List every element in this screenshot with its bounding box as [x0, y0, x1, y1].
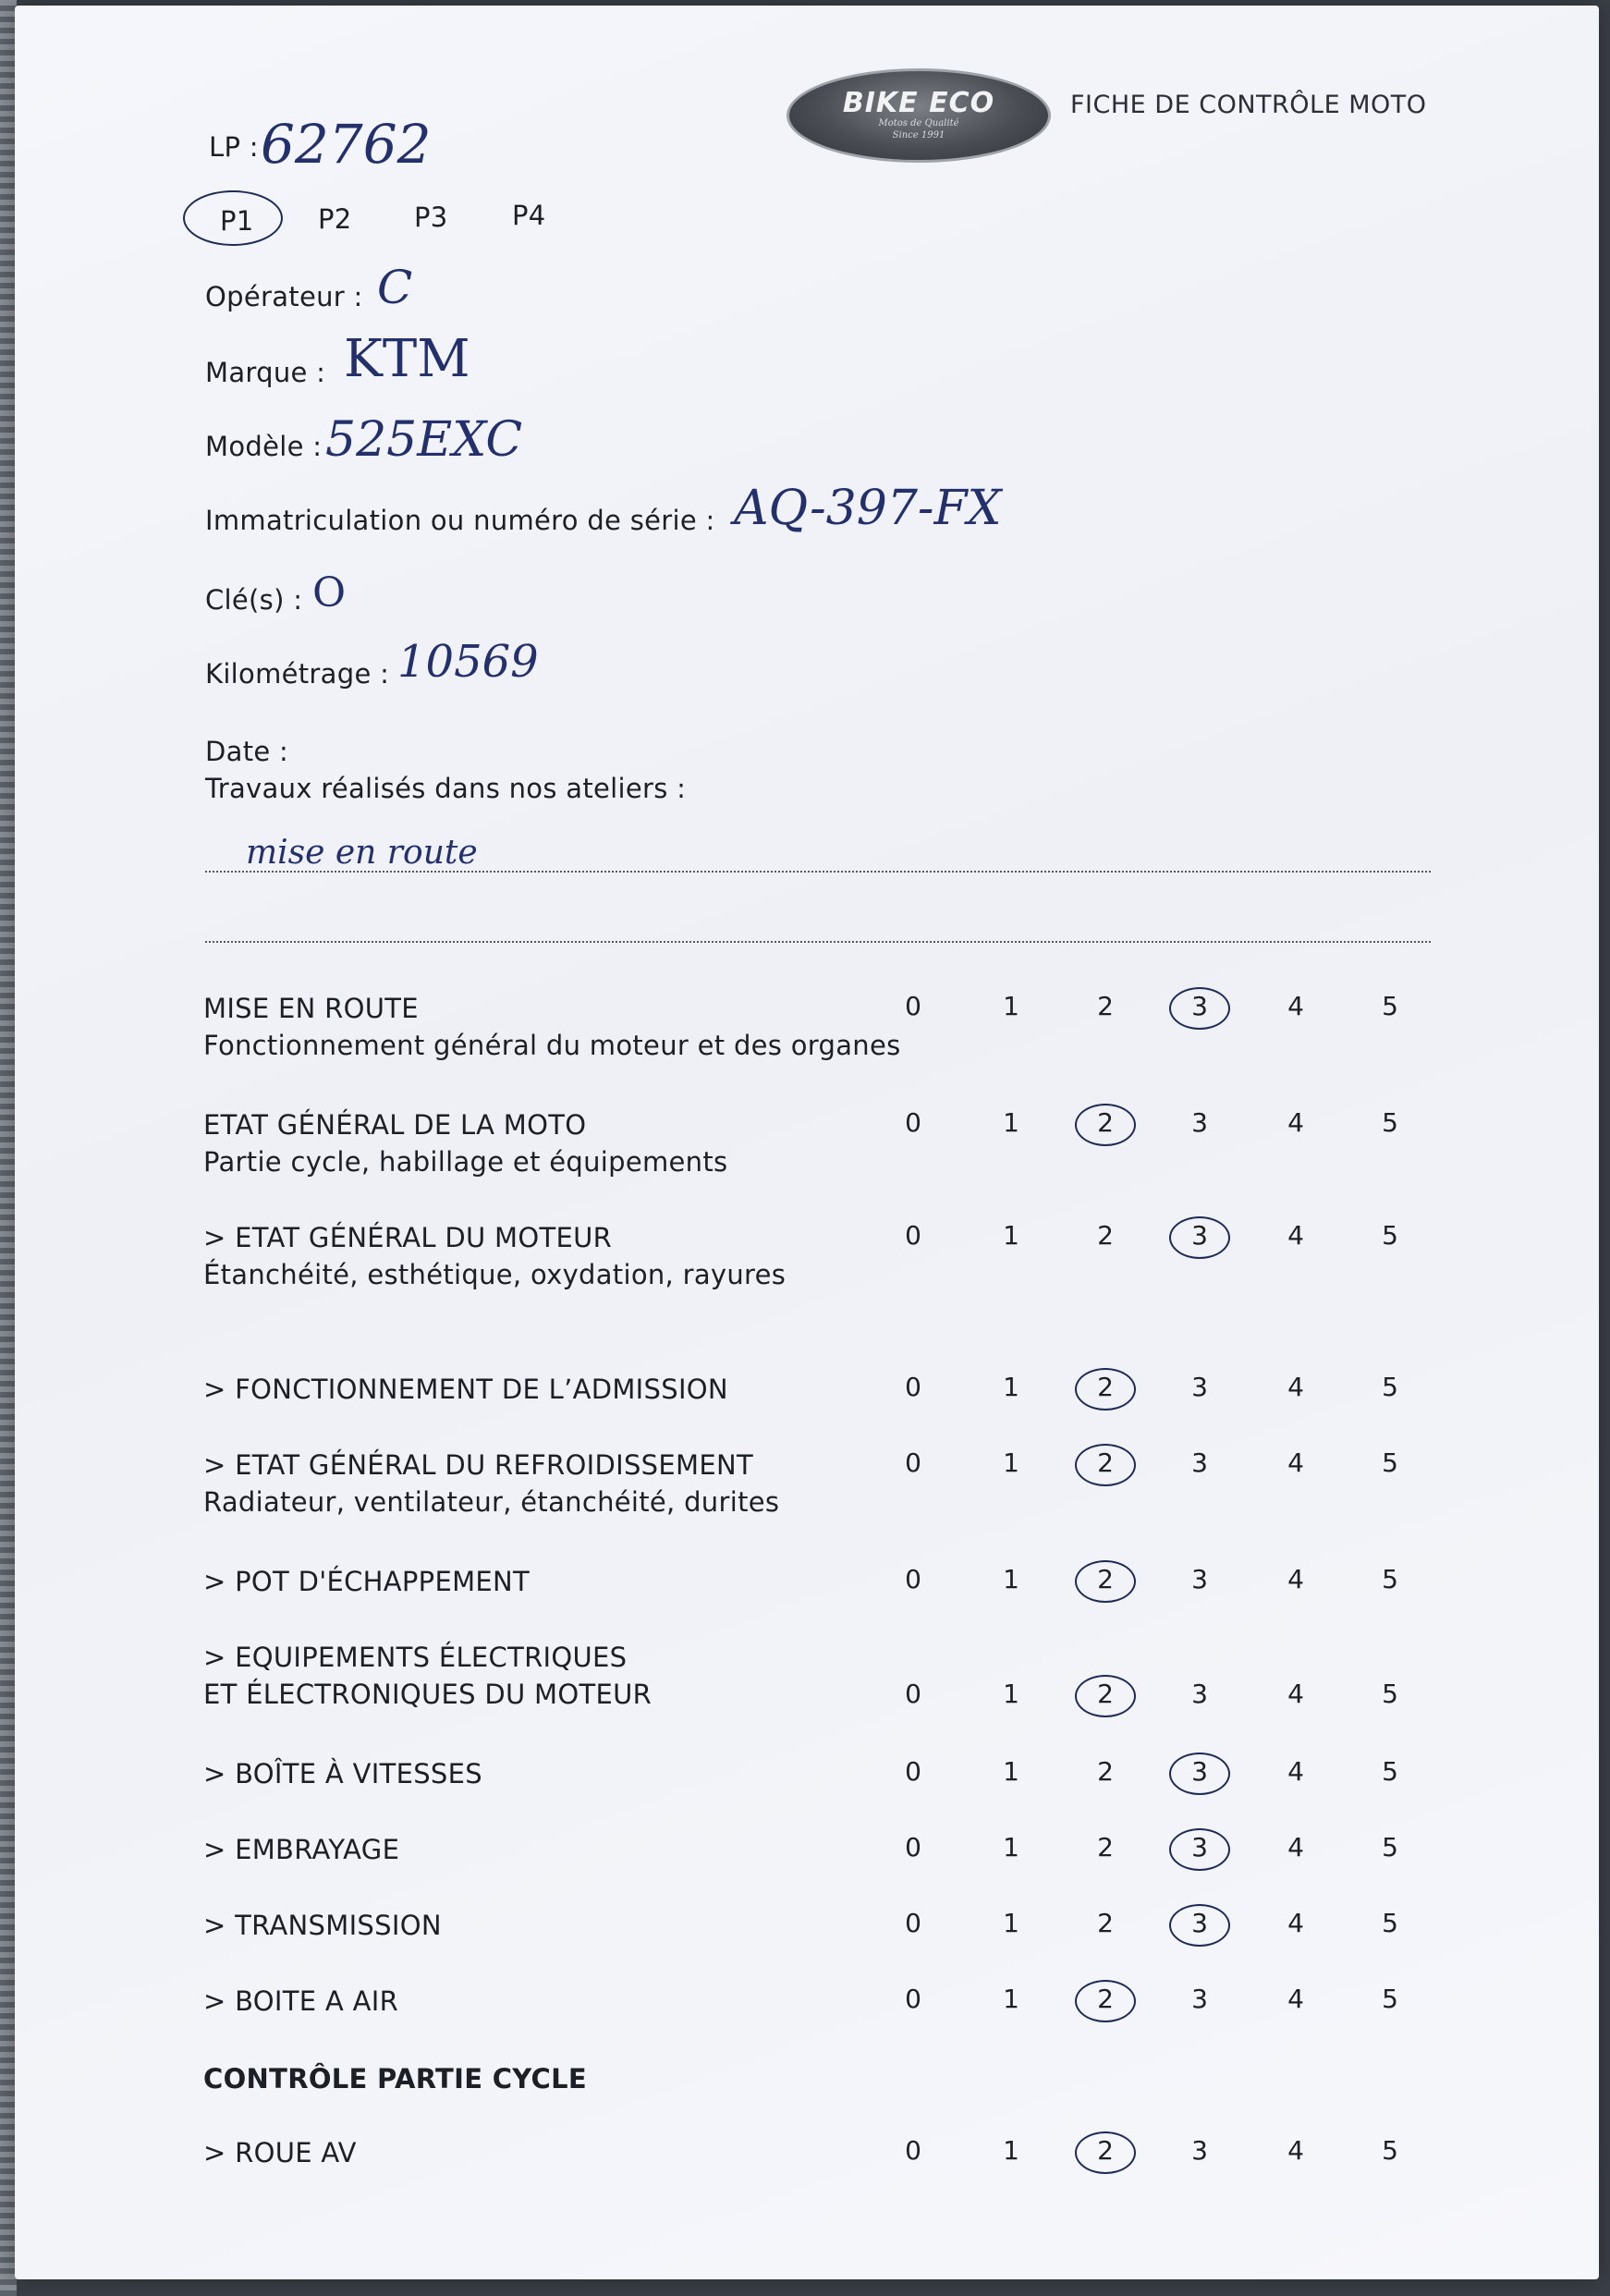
- score-option-1[interactable]: 1: [1003, 1447, 1019, 1478]
- operateur-label: Opérateur :: [205, 281, 363, 312]
- modele-value[interactable]: 525EXC: [325, 412, 523, 468]
- score-option-1[interactable]: 1: [1003, 1984, 1019, 2014]
- score-option-5[interactable]: 5: [1382, 1832, 1398, 1862]
- lp-value[interactable]: 62762: [261, 113, 432, 176]
- check-subtitle: Partie cycle, habillage et équipements: [203, 1146, 728, 1178]
- score-value: 2: [1097, 1679, 1114, 1709]
- selected-score-circle: [1075, 1444, 1136, 1486]
- score-option-0[interactable]: 0: [905, 1679, 921, 1709]
- check-subtitle: ET ÉLECTRONIQUES DU MOTEUR: [203, 1679, 653, 1710]
- score-value: 2: [1097, 1984, 1114, 2014]
- check-subtitle: Étanchéité, esthétique, oxydation, rayures: [203, 1259, 787, 1290]
- score-option-5[interactable]: 5: [1382, 1447, 1398, 1478]
- score-option-2[interactable]: [1087, 1679, 1124, 1709]
- position-p1[interactable]: P1: [220, 205, 254, 237]
- score-option-1[interactable]: 1: [1003, 1756, 1019, 1787]
- selected-score-circle: [1075, 1980, 1136, 2022]
- check-title: > EQUIPEMENTS ÉLECTRIQUES: [203, 1642, 628, 1673]
- score-option-3[interactable]: [1181, 1908, 1218, 1938]
- score-option-5[interactable]: 5: [1382, 1107, 1398, 1138]
- check-title: > FONCTIONNEMENT DE L’ADMISSION: [203, 1374, 728, 1405]
- score-option-0[interactable]: 0: [905, 1372, 921, 1402]
- score-option-3[interactable]: [1181, 1756, 1218, 1787]
- score-option-4[interactable]: 4: [1287, 1984, 1304, 2014]
- selected-score-circle: [1169, 987, 1230, 1030]
- score-option-5[interactable]: 5: [1382, 1220, 1398, 1251]
- score-option-1[interactable]: 1: [1003, 1220, 1019, 1251]
- selected-score-circle: [1075, 1560, 1136, 1603]
- logo-subtitle: Motos de Qualité: [878, 118, 959, 128]
- score-option-1[interactable]: 1: [1003, 1679, 1019, 1709]
- score-option-4[interactable]: 4: [1287, 991, 1304, 1021]
- check-title: > ETAT GÉNÉRAL DU MOTEUR: [203, 1222, 613, 1253]
- score-option-2[interactable]: [1087, 1372, 1124, 1402]
- selected-score-circle: [1169, 1904, 1230, 1947]
- score-option-5[interactable]: 5: [1382, 1372, 1398, 1402]
- check-title: > ROUE AV: [203, 2137, 357, 2168]
- kilometrage-value[interactable]: 10569: [397, 636, 539, 688]
- score-option-5[interactable]: 5: [1382, 1984, 1398, 2014]
- score-value: 2: [1097, 1107, 1114, 1138]
- cles-label: Clé(s) :: [205, 584, 303, 616]
- check-title: > ETAT GÉNÉRAL DU REFROIDISSEMENT: [203, 1449, 753, 1481]
- modele-label: Modèle :: [205, 431, 323, 462]
- score-option-1[interactable]: 1: [1003, 1107, 1019, 1138]
- sheet-title: FICHE DE CONTRÔLE MOTO: [1070, 91, 1427, 119]
- score-option-4[interactable]: 4: [1287, 1107, 1304, 1138]
- score-value: 3: [1191, 1908, 1208, 1938]
- score-option-2[interactable]: [1087, 1107, 1124, 1138]
- score-option-3[interactable]: 3: [1191, 1447, 1208, 1478]
- score-option-4[interactable]: 4: [1287, 1832, 1304, 1862]
- selected-score-circle: [1169, 1828, 1230, 1871]
- logo-title: BIKE ECO: [842, 87, 995, 119]
- logo-since: Since 1991: [892, 130, 945, 140]
- score-option-3[interactable]: [1181, 1220, 1218, 1251]
- check-title: > BOITE A AIR: [203, 1985, 399, 2017]
- score-option-4[interactable]: 4: [1287, 1447, 1304, 1478]
- score-option-0[interactable]: 0: [905, 2135, 921, 2166]
- score-option-0[interactable]: 0: [905, 1908, 921, 1938]
- score-option-4[interactable]: 4: [1287, 2135, 1304, 2166]
- score-option-1[interactable]: 1: [1003, 1832, 1019, 1862]
- score-option-3[interactable]: 3: [1191, 1679, 1208, 1709]
- travaux-label: Travaux réalisés dans nos ateliers :: [205, 773, 687, 804]
- score-option-3[interactable]: 3: [1191, 1564, 1208, 1594]
- score-option-1[interactable]: 1: [1003, 991, 1019, 1021]
- score-option-0[interactable]: 0: [905, 1832, 921, 1862]
- score-option-5[interactable]: 5: [1382, 1564, 1398, 1594]
- operateur-value[interactable]: C: [377, 261, 413, 314]
- check-title: > BOÎTE À VITESSES: [203, 1758, 482, 1789]
- score-option-3[interactable]: 3: [1191, 1107, 1208, 1138]
- check-subtitle: Fonctionnement général du moteur et des organes: [203, 1030, 901, 1061]
- score-option-3[interactable]: [1181, 991, 1218, 1021]
- cles-value[interactable]: O: [312, 569, 347, 617]
- score-option-1[interactable]: 1: [1003, 1908, 1019, 1938]
- score-option-5[interactable]: 5: [1382, 1908, 1398, 1938]
- score-option-1[interactable]: 1: [1003, 2135, 1019, 2166]
- score-option-0[interactable]: 0: [905, 1984, 921, 2014]
- score-option-5[interactable]: 5: [1382, 2135, 1398, 2166]
- marque-label: Marque :: [205, 357, 326, 388]
- travaux-line-2: [205, 941, 1431, 943]
- score-option-1[interactable]: 1: [1003, 1564, 1019, 1594]
- selected-score-circle: [1169, 1216, 1230, 1259]
- score-option-5[interactable]: 5: [1382, 1679, 1398, 1709]
- score-option-2[interactable]: [1087, 1984, 1124, 2014]
- score-option-2[interactable]: [1087, 2135, 1124, 2166]
- score-option-2[interactable]: 2: [1097, 1832, 1114, 1862]
- score-option-2[interactable]: 2: [1097, 1756, 1114, 1787]
- selected-score-circle: [1169, 1753, 1230, 1795]
- score-option-0[interactable]: 0: [905, 1564, 921, 1594]
- score-option-0[interactable]: 0: [905, 1107, 921, 1138]
- kilometrage-label: Kilométrage :: [205, 658, 390, 690]
- score-option-2[interactable]: 2: [1097, 1220, 1114, 1251]
- partie-cycle-title: CONTRÔLE PARTIE CYCLE: [203, 2063, 588, 2094]
- score-option-4[interactable]: 4: [1287, 1372, 1304, 1402]
- score-option-0[interactable]: 0: [905, 1447, 921, 1478]
- score-option-4[interactable]: 4: [1287, 1564, 1304, 1594]
- check-title: > POT D'ÉCHAPPEMENT: [203, 1566, 531, 1597]
- score-option-4[interactable]: 4: [1287, 1220, 1304, 1251]
- score-option-2[interactable]: [1087, 1447, 1124, 1478]
- score-option-5[interactable]: 5: [1382, 1756, 1398, 1787]
- check-title: MISE EN ROUTE: [203, 993, 419, 1024]
- inspection-sheet: [15, 6, 1599, 2279]
- selected-score-circle: [1075, 1104, 1136, 1146]
- check-title: ETAT GÉNÉRAL DE LA MOTO: [203, 1109, 587, 1141]
- bike-eco-logo: [787, 68, 1051, 163]
- score-value: 2: [1097, 1372, 1114, 1402]
- immatriculation-label: Immatriculation ou numéro de série :: [205, 505, 715, 536]
- check-title: > EMBRAYAGE: [203, 1834, 400, 1865]
- travaux-value[interactable]: mise en route: [246, 834, 478, 872]
- score-option-4[interactable]: 4: [1287, 1908, 1304, 1938]
- score-option-2[interactable]: [1087, 1564, 1124, 1594]
- score-value: 2: [1097, 1564, 1114, 1594]
- position-p3[interactable]: P3: [414, 202, 448, 233]
- score-option-4[interactable]: 4: [1287, 1679, 1304, 1709]
- selected-score-circle: [1075, 1368, 1136, 1411]
- travaux-line-1: [205, 871, 1431, 873]
- score-option-3[interactable]: 3: [1191, 1984, 1208, 2014]
- selected-score-circle: [1075, 2131, 1136, 2174]
- score-option-0[interactable]: 0: [905, 1220, 921, 1251]
- score-option-3[interactable]: [1181, 1832, 1218, 1862]
- score-value: 3: [1191, 1832, 1208, 1862]
- score-value: 2: [1097, 1447, 1114, 1478]
- score-value: 3: [1191, 1220, 1208, 1251]
- position-p2[interactable]: P2: [318, 203, 352, 235]
- score-value: 3: [1191, 991, 1208, 1021]
- immatriculation-value[interactable]: AQ-397-FX: [734, 481, 1002, 536]
- check-title: > TRANSMISSION: [203, 1910, 442, 1941]
- score-value: 3: [1191, 1756, 1208, 1787]
- score-value: 2: [1097, 2135, 1114, 2166]
- score-option-0[interactable]: 0: [905, 991, 921, 1021]
- selected-score-circle: [1075, 1675, 1136, 1717]
- score-option-2[interactable]: 2: [1097, 1908, 1114, 1938]
- marque-value[interactable]: KTM: [344, 329, 470, 389]
- check-subtitle: Radiateur, ventilateur, étanchéité, durites: [203, 1486, 780, 1518]
- date-label: Date :: [205, 736, 289, 767]
- score-option-5[interactable]: 5: [1382, 991, 1398, 1021]
- position-p4[interactable]: P4: [512, 200, 546, 231]
- score-option-2[interactable]: 2: [1097, 991, 1114, 1021]
- score-option-3[interactable]: 3: [1191, 2135, 1208, 2166]
- score-option-4[interactable]: 4: [1287, 1756, 1304, 1787]
- score-option-1[interactable]: 1: [1003, 1372, 1019, 1402]
- lp-label: LP :: [209, 131, 259, 163]
- score-option-0[interactable]: 0: [905, 1756, 921, 1787]
- score-option-3[interactable]: 3: [1191, 1372, 1208, 1402]
